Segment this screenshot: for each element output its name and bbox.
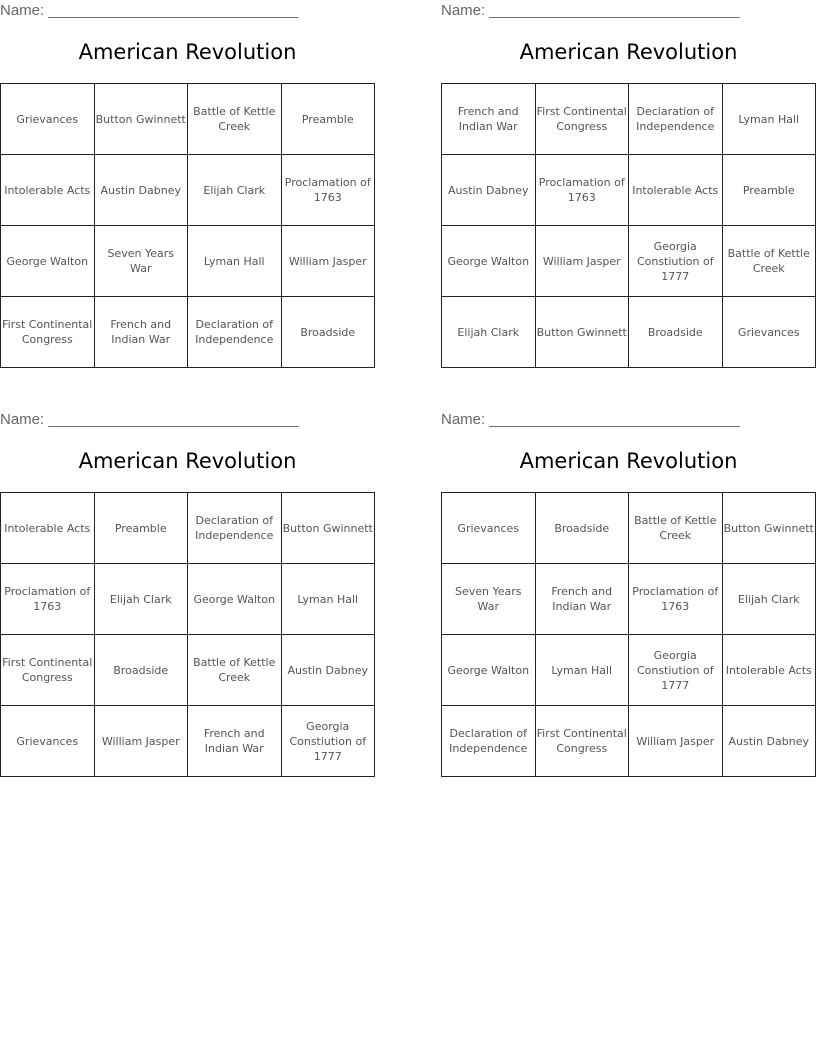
grid-cell: Seven Years War — [94, 226, 188, 297]
name-field[interactable]: Name: ______________________________ — [441, 411, 740, 428]
bingo-card-3 — [0, 409, 375, 774]
grid-row — [442, 493, 816, 564]
card-title: American Revolution — [78, 40, 297, 64]
grid-cell: Grievances — [1, 706, 95, 777]
grid-cell: Intolerable Acts — [722, 635, 816, 706]
bingo-grid — [0, 492, 375, 777]
card-title: American Revolution — [519, 449, 738, 473]
grid-cell: George Walton — [442, 635, 536, 706]
grid-cell: Georgia Constiution of 1777 — [629, 635, 723, 706]
grid-cell: Elijah Clark — [188, 155, 282, 226]
name-field[interactable]: Name: ______________________________ — [0, 411, 299, 428]
grid-row — [1, 297, 375, 368]
grid-cell: William Jasper — [629, 706, 723, 777]
grid-row — [1, 226, 375, 297]
grid-cell: George Walton — [1, 226, 95, 297]
grid-cell: Lyman Hall — [722, 84, 816, 155]
grid-cell: Grievances — [1, 84, 95, 155]
grid-row — [442, 564, 816, 635]
grid-cell: William Jasper — [281, 226, 375, 297]
bingo-grid — [441, 83, 816, 368]
grid-cell: Battle of Kettle Creek — [188, 635, 282, 706]
card-title: American Revolution — [519, 40, 738, 64]
grid-cell: Button Gwinnett — [94, 84, 188, 155]
grid-row — [1, 635, 375, 706]
grid-cell: Lyman Hall — [535, 635, 629, 706]
grid-row — [1, 493, 375, 564]
grid-cell: French and Indian War — [442, 84, 536, 155]
card-title: American Revolution — [78, 449, 297, 473]
grid-cell: Declaration of Independence — [442, 706, 536, 777]
grid-row — [1, 84, 375, 155]
grid-cell: Austin Dabney — [722, 706, 816, 777]
grid-cell: French and Indian War — [94, 297, 188, 368]
grid-cell: Austin Dabney — [281, 635, 375, 706]
grid-cell: First Continental Congress — [1, 635, 95, 706]
grid-cell: Intolerable Acts — [1, 155, 95, 226]
grid-row — [442, 226, 816, 297]
grid-cell: Preamble — [722, 155, 816, 226]
name-field[interactable]: Name: ______________________________ — [441, 2, 740, 19]
grid-cell: Proclamation of 1763 — [629, 564, 723, 635]
grid-cell: French and Indian War — [188, 706, 282, 777]
grid-cell: Austin Dabney — [442, 155, 536, 226]
grid-cell: Battle of Kettle Creek — [722, 226, 816, 297]
grid-row — [1, 155, 375, 226]
grid-row — [442, 155, 816, 226]
grid-cell: Georgia Constiution of 1777 — [629, 226, 723, 297]
grid-cell: Lyman Hall — [188, 226, 282, 297]
grid-cell: Declaration of Independence — [188, 297, 282, 368]
grid-cell: Grievances — [442, 493, 536, 564]
name-field[interactable]: Name: ______________________________ — [0, 2, 299, 19]
grid-cell: First Continental Congress — [535, 706, 629, 777]
grid-cell: Proclamation of 1763 — [535, 155, 629, 226]
grid-cell: George Walton — [188, 564, 282, 635]
grid-row — [1, 706, 375, 777]
grid-cell: French and Indian War — [535, 564, 629, 635]
bingo-card-1 — [0, 0, 375, 365]
grid-cell: William Jasper — [535, 226, 629, 297]
grid-cell: Elijah Clark — [722, 564, 816, 635]
grid-cell: George Walton — [442, 226, 536, 297]
grid-cell: Lyman Hall — [281, 564, 375, 635]
grid-cell: Button Gwinnett — [281, 493, 375, 564]
grid-cell: Broadside — [629, 297, 723, 368]
grid-cell: Grievances — [722, 297, 816, 368]
bingo-card-4 — [441, 409, 816, 774]
grid-cell: Proclamation of 1763 — [281, 155, 375, 226]
grid-cell: Preamble — [281, 84, 375, 155]
grid-row — [442, 297, 816, 368]
grid-cell: Elijah Clark — [442, 297, 536, 368]
grid-cell: Intolerable Acts — [1, 493, 95, 564]
grid-cell: Battle of Kettle Creek — [188, 84, 282, 155]
grid-cell: Seven Years War — [442, 564, 536, 635]
grid-cell: Austin Dabney — [94, 155, 188, 226]
grid-cell: Broadside — [281, 297, 375, 368]
grid-cell: Button Gwinnett — [722, 493, 816, 564]
grid-cell: Broadside — [535, 493, 629, 564]
grid-cell: Declaration of Independence — [188, 493, 282, 564]
bingo-grid — [0, 83, 375, 368]
grid-cell: Broadside — [94, 635, 188, 706]
grid-cell: First Continental Congress — [535, 84, 629, 155]
grid-cell: Declaration of Independence — [629, 84, 723, 155]
grid-cell: William Jasper — [94, 706, 188, 777]
grid-cell: Preamble — [94, 493, 188, 564]
grid-cell: Georgia Constiution of 1777 — [281, 706, 375, 777]
bingo-grid — [441, 492, 816, 777]
grid-row — [1, 564, 375, 635]
grid-cell: Intolerable Acts — [629, 155, 723, 226]
grid-row — [442, 706, 816, 777]
grid-cell: Battle of Kettle Creek — [629, 493, 723, 564]
grid-cell: Proclamation of 1763 — [1, 564, 95, 635]
grid-row — [442, 84, 816, 155]
grid-cell: Button Gwinnett — [535, 297, 629, 368]
grid-row — [442, 635, 816, 706]
grid-cell: Elijah Clark — [94, 564, 188, 635]
grid-cell: First Continental Congress — [1, 297, 95, 368]
bingo-card-2 — [441, 0, 816, 365]
